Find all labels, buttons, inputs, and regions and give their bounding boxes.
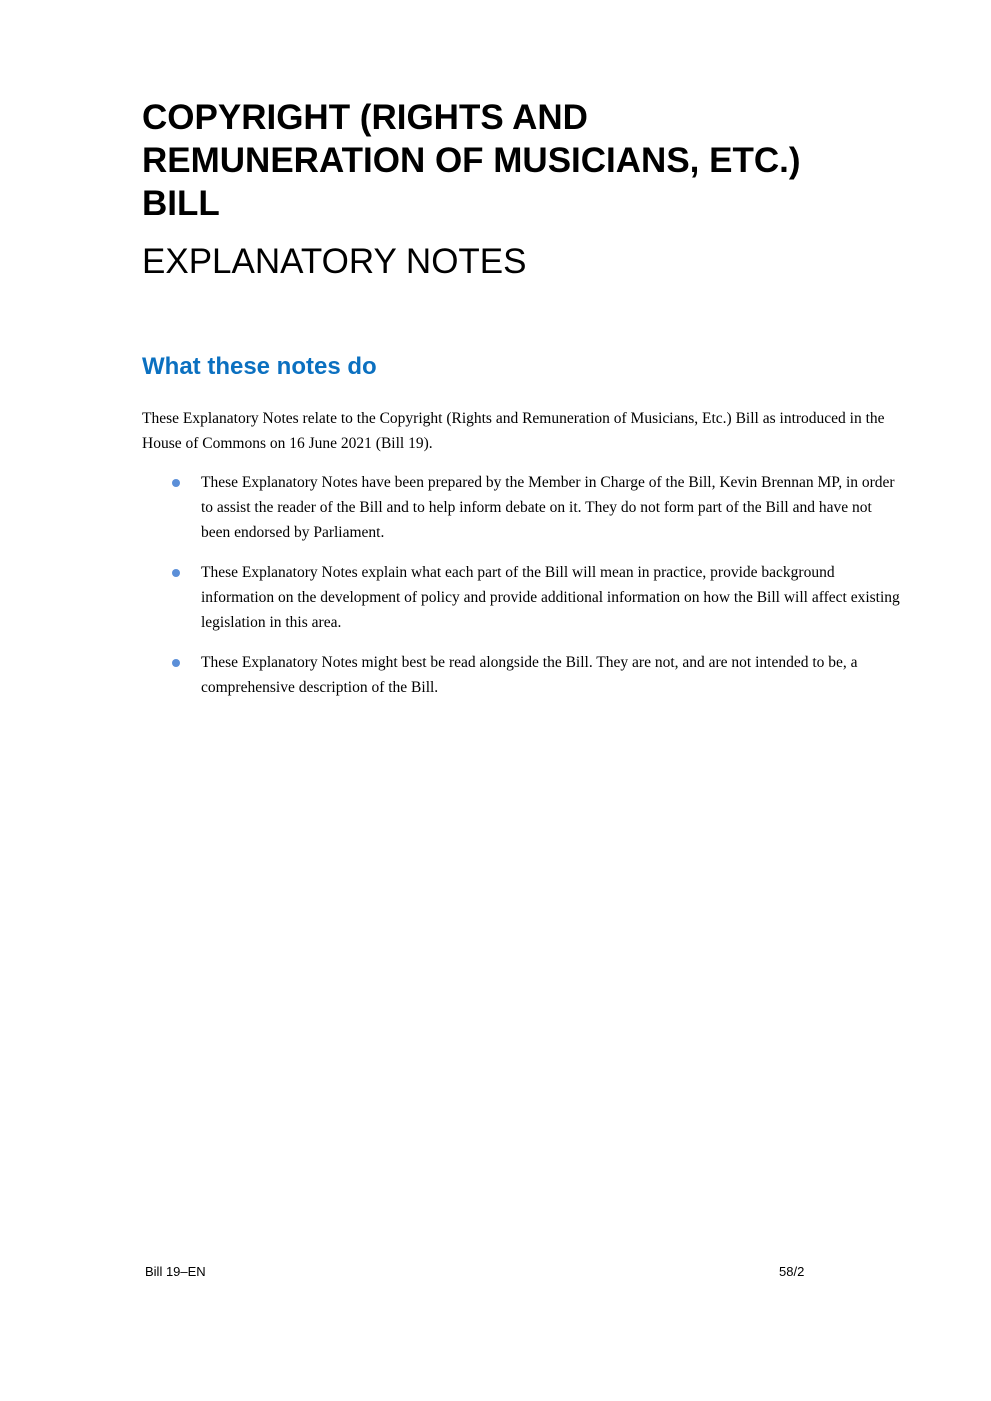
bullet-dot-icon [172,569,180,577]
intro-paragraph: These Explanatory Notes relate to the Copyright (Rights and Remuneration of Musicians, Etc.) Bill as introduced in the House of Commons on 16 June 2021 (Bill 19). [142,410,885,452]
section-heading: What these notes do [142,353,377,380]
bullet-text: These Explanatory Notes explain what each part of the Bill will mean in practice, provide background information on the development of policy and provide additional information on how the Bill will affect existing legislation in this area. [201,564,900,631]
bullet-text: These Explanatory Notes might best be read alongside the Bill. They are not, and are not intended to be, a comprehensive description of the Bill. [201,654,858,696]
bullet-dot-icon [172,659,180,667]
bullet-item [142,560,902,635]
footer-page-reference: 58/2 [779,1264,805,1279]
bullet-list [142,470,902,715]
bullet-item [142,470,902,545]
bullet-item [142,650,902,700]
footer-bill-reference: Bill 19–EN [145,1264,206,1279]
document-subtitle: EXPLANATORY NOTES [142,242,527,281]
bullet-text: These Explanatory Notes have been prepared by the Member in Charge of the Bill, Kevin Brennan MP, in order to assist the reader of the Bill and to help inform debate on it. They do not form part of the Bill and have not been endorsed by Parliament. [201,474,895,541]
bullet-dot-icon [172,479,180,487]
document-title: COPYRIGHT (RIGHTS AND REMUNERATION OF MUSICIANS, ETC.) BILL [142,98,801,223]
